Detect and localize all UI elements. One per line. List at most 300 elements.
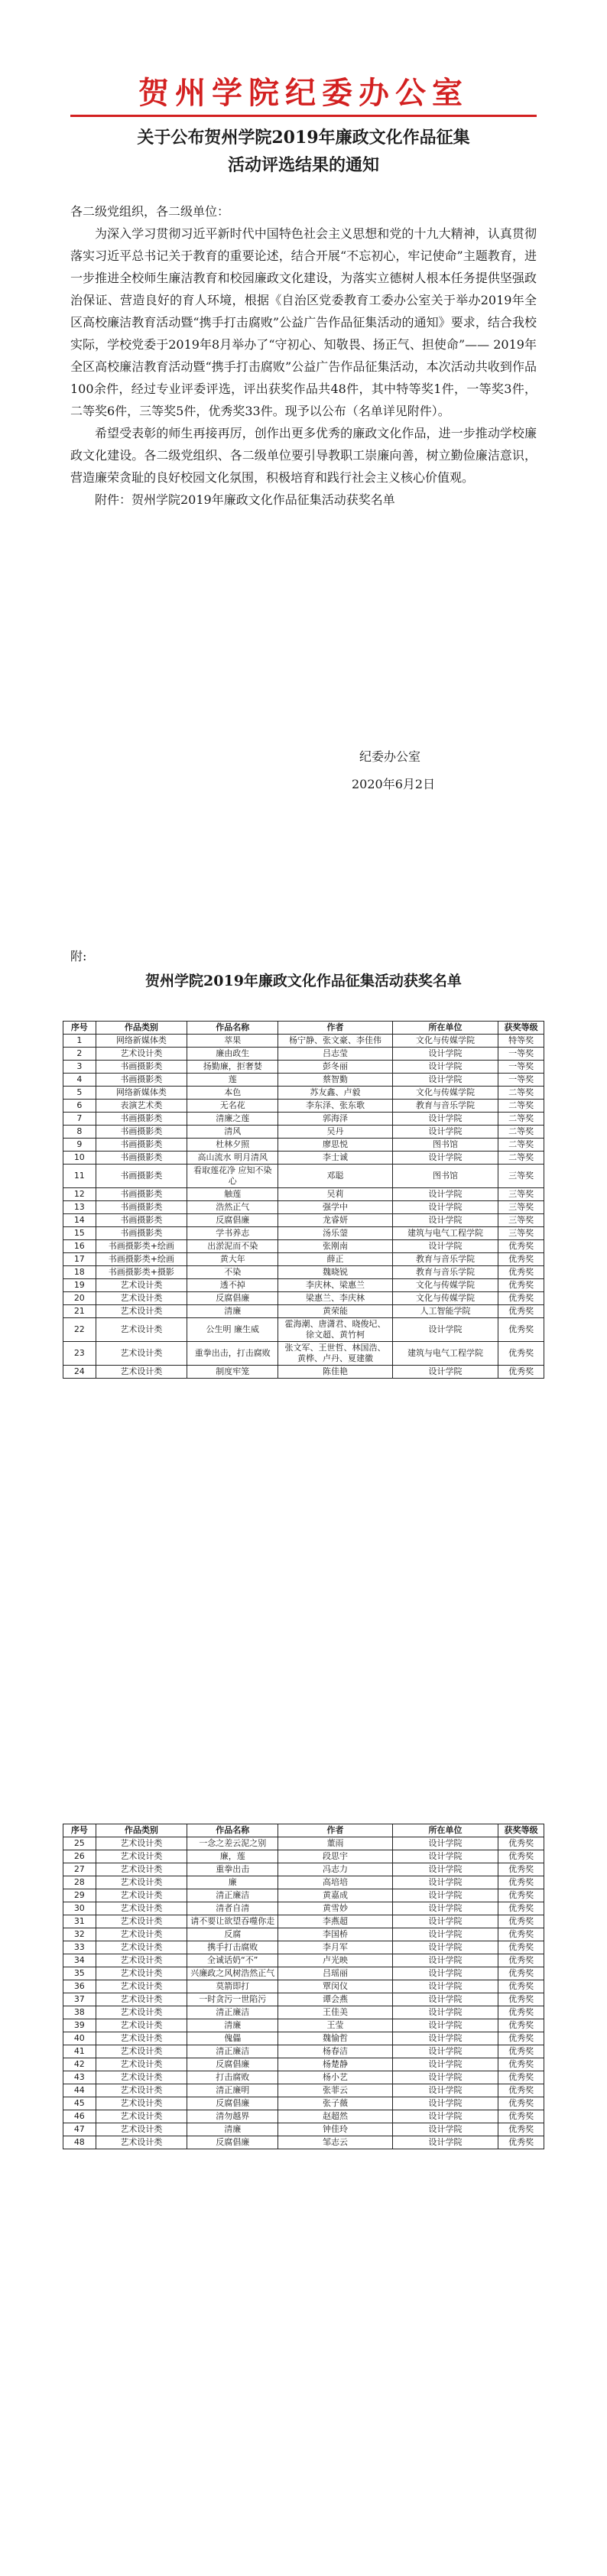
cell-author: 谭会燕 — [278, 1993, 392, 2006]
cell-category: 艺术设计类 — [96, 1850, 187, 1863]
cell-author: 李月军 — [278, 1941, 392, 1954]
table-row — [63, 1152, 544, 1165]
cell-award-level: 优秀奖 — [498, 1863, 544, 1876]
cell-award-level: 三等奖 — [498, 1188, 544, 1201]
cell-unit: 设计学院 — [392, 1967, 498, 1980]
cell-unit: 设计学院 — [392, 1152, 498, 1165]
cell-category: 书画摄影类 — [96, 1126, 187, 1139]
cell-no: 35 — [63, 1967, 96, 1980]
cell-unit: 设计学院 — [392, 1980, 498, 1993]
cell-category: 艺术设计类 — [96, 1915, 187, 1928]
cell-work-name: 清者自清 — [187, 1902, 278, 1915]
cell-category: 艺术设计类 — [96, 1967, 187, 1980]
document-title — [70, 124, 537, 179]
cell-author: 陈佳艳 — [278, 1366, 392, 1379]
org-letterhead-title: 贺州学院纪委办公室 — [138, 76, 469, 111]
cell-award-level: 优秀奖 — [498, 1253, 544, 1266]
table-row — [63, 1279, 544, 1292]
cell-no: 19 — [63, 1279, 96, 1292]
cell-no: 41 — [63, 2045, 96, 2058]
cell-category: 艺术设计类 — [96, 2110, 187, 2123]
attachment-title: 贺州学院2019年廉政文化作品征集活动获奖名单 — [145, 973, 462, 989]
cell-author: 杨小艺 — [278, 2071, 392, 2084]
cell-no: 25 — [63, 1837, 96, 1850]
cell-award-level: 一等奖 — [498, 1074, 544, 1087]
table-row — [63, 1227, 544, 1240]
cell-category: 艺术设计类 — [96, 1366, 187, 1379]
cell-no: 23 — [63, 1342, 96, 1366]
cell-author: 郭海泽 — [278, 1113, 392, 1126]
cell-no: 37 — [63, 1993, 96, 2006]
cell-no: 6 — [63, 1100, 96, 1113]
cell-category: 艺术设计类 — [96, 1954, 187, 1967]
table-row — [63, 1837, 544, 1850]
table-row — [63, 1201, 544, 1214]
cell-award-level: 二等奖 — [498, 1100, 544, 1113]
cell-award-level: 二等奖 — [498, 1152, 544, 1165]
cell-category: 书画摄影类+绘画 — [96, 1253, 187, 1266]
cell-award-level: 优秀奖 — [498, 2110, 544, 2123]
table-row — [63, 1292, 544, 1305]
table-row — [63, 1967, 544, 1980]
table-row — [63, 1318, 544, 1342]
cell-work-name: 清风 — [187, 1126, 278, 1139]
cell-category: 艺术设计类 — [96, 1048, 187, 1061]
cell-category: 艺术设计类 — [96, 1837, 187, 1850]
cell-work-name: 杜林夕照 — [187, 1139, 278, 1152]
cell-work-name: 反腐倡廉 — [187, 1292, 278, 1305]
table-header-row — [63, 1022, 544, 1035]
cell-author: 黄嘉成 — [278, 1889, 392, 1902]
cell-no: 31 — [63, 1915, 96, 1928]
cell-unit: 设计学院 — [392, 1318, 498, 1342]
document-body — [70, 200, 537, 511]
cell-award-level: 优秀奖 — [498, 1941, 544, 1954]
cell-category: 艺术设计类 — [96, 1876, 187, 1889]
cell-award-level: 优秀奖 — [498, 1980, 544, 1993]
cell-author: 杨楚静 — [278, 2058, 392, 2071]
cell-work-name: 清廉 — [187, 2019, 278, 2032]
cell-category: 艺术设计类 — [96, 2045, 187, 2058]
cell-no: 47 — [63, 2123, 96, 2136]
cell-award-level: 优秀奖 — [498, 1366, 544, 1379]
cell-award-level: 一等奖 — [498, 1048, 544, 1061]
cell-no: 27 — [63, 1863, 96, 1876]
cell-no: 14 — [63, 1214, 96, 1227]
cell-author: 王佳美 — [278, 2006, 392, 2019]
cell-unit: 设计学院 — [392, 1126, 498, 1139]
cell-work-name: 全诚话奶“不” — [187, 1954, 278, 1967]
cell-unit: 图书馆 — [392, 1139, 498, 1152]
cell-category: 艺术设计类 — [96, 2071, 187, 2084]
cell-category: 书画摄影类 — [96, 1201, 187, 1214]
signature-date: 2020年6月2日 — [352, 777, 436, 791]
cell-author: 吕瑶丽 — [278, 1967, 392, 1980]
cell-category: 艺术设计类 — [96, 2084, 187, 2097]
cell-award-level: 优秀奖 — [498, 2032, 544, 2045]
table-row — [63, 1915, 544, 1928]
cell-unit: 设计学院 — [392, 1928, 498, 1941]
cell-unit: 设计学院 — [392, 1954, 498, 1967]
cell-no: 38 — [63, 2006, 96, 2019]
cell-no: 39 — [63, 2019, 96, 2032]
cell-unit: 设计学院 — [392, 1850, 498, 1863]
cell-work-name: 清廉 — [187, 1305, 278, 1318]
cell-category: 艺术设计类 — [96, 1889, 187, 1902]
cell-no: 18 — [63, 1266, 96, 1279]
cell-award-level: 优秀奖 — [498, 1837, 544, 1850]
cell-award-level: 优秀奖 — [498, 2123, 544, 2136]
table-row — [63, 1850, 544, 1863]
cell-work-name: 透不掉 — [187, 1279, 278, 1292]
cell-work-name: 反腐 — [187, 1928, 278, 1941]
table-row — [63, 2019, 544, 2032]
cell-unit: 设计学院 — [392, 2032, 498, 2045]
cell-author: 黄荣能 — [278, 1305, 392, 1318]
cell-work-name: 扬勤廉，拒奢婪 — [187, 1061, 278, 1074]
table-row — [63, 1902, 544, 1915]
table-row — [63, 1100, 544, 1113]
header-unit: 所在单位 — [392, 1824, 498, 1837]
table-row — [63, 1266, 544, 1279]
table-row — [63, 1165, 544, 1188]
cell-author: 张子薇 — [278, 2097, 392, 2110]
table-row — [63, 1126, 544, 1139]
cell-work-name: 打击腐败 — [187, 2071, 278, 2084]
cell-author: 王莹 — [278, 2019, 392, 2032]
cell-award-level: 二等奖 — [498, 1126, 544, 1139]
cell-award-level: 优秀奖 — [498, 1342, 544, 1366]
cell-work-name: 廉，莲 — [187, 1850, 278, 1863]
cell-award-level: 优秀奖 — [498, 1928, 544, 1941]
cell-unit: 设计学院 — [392, 2045, 498, 2058]
letterhead-red-rule — [70, 115, 537, 117]
table-row — [63, 1113, 544, 1126]
cell-unit: 设计学院 — [392, 2110, 498, 2123]
cell-award-level: 三等奖 — [498, 1227, 544, 1240]
cell-author: 张文军、王世哲、林国浩、黄桦、卢丹、夏建徽 — [278, 1342, 392, 1366]
cell-work-name: 廉由政生 — [187, 1048, 278, 1061]
cell-category: 艺术设计类 — [96, 2032, 187, 2045]
cell-category: 书画摄影类 — [96, 1188, 187, 1201]
table-row — [63, 2006, 544, 2019]
cell-category: 艺术设计类 — [96, 1318, 187, 1342]
table-row — [63, 1366, 544, 1379]
cell-category: 艺术设计类 — [96, 1993, 187, 2006]
cell-category: 书画摄影类 — [96, 1227, 187, 1240]
cell-no: 45 — [63, 2097, 96, 2110]
cell-unit: 建筑与电气工程学院 — [392, 1342, 498, 1366]
cell-category: 书画摄影类 — [96, 1061, 187, 1074]
cell-unit: 设计学院 — [392, 1889, 498, 1902]
paragraph-1: 为深入学习贯彻习近平新时代中国特色社会主义思想和党的十九大精神，认真贯彻落实习近平总书记关于教育的重要论述，结合开展“不忘初心，牢记使命”主题教育，进一步推进全校师生廉洁教育和校园廉政文化建设，为落实立德树人根本任务提供坚强政治保证、营造良好的育人环境，根据《自治区党委教育工委办公室关于举办2019年全区高校廉洁教育活动暨“携手打击腐败”公益广告作品征集活动的通知》要求，结合我校实际，学校党委于2019年8月举办了“守初心、知敬畏、扬正气、担使命”—— 2019年全区高校廉洁教育活动暨“携手打击腐败”公益广告作品征集活动，本次活动共收到作品100余件，经过专业评委评选，评出获奖作品共48件，其中特等奖1件，一等奖3件，二等奖6件，三等奖5件，优秀奖33件。现予以公布（名单详见附件）。 — [70, 226, 537, 418]
cell-work-name: 出淤泥而不染 — [187, 1240, 278, 1253]
cell-unit: 设计学院 — [392, 1188, 498, 1201]
cell-no: 33 — [63, 1941, 96, 1954]
cell-work-name: 学书养志 — [187, 1227, 278, 1240]
cell-work-name: 一念之差云泥之别 — [187, 1837, 278, 1850]
cell-work-name: 反腐倡廉 — [187, 1214, 278, 1227]
cell-work-name: 本色 — [187, 1087, 278, 1100]
cell-unit: 设计学院 — [392, 1048, 498, 1061]
cell-author: 霍海潮、唐潇君、晓俊圮、徐文超、黄竹柯 — [278, 1318, 392, 1342]
cell-unit: 设计学院 — [392, 2071, 498, 2084]
header-award-level: 获奖等级 — [498, 1022, 544, 1035]
cell-author: 李士诚 — [278, 1152, 392, 1165]
cell-category: 艺术设计类 — [96, 2136, 187, 2149]
cell-no: 7 — [63, 1113, 96, 1126]
cell-unit: 设计学院 — [392, 1061, 498, 1074]
cell-author: 卢光映 — [278, 1954, 392, 1967]
cell-author: 吕志莹 — [278, 1048, 392, 1061]
cell-unit: 设计学院 — [392, 1074, 498, 1087]
cell-author: 魏晓锐 — [278, 1266, 392, 1279]
cell-category: 艺术设计类 — [96, 1305, 187, 1318]
header-no: 序号 — [63, 1824, 96, 1837]
document-title-line-1: 关于公布贺州学院2019年廉政文化作品征集 — [137, 128, 470, 148]
cell-category: 艺术设计类 — [96, 2097, 187, 2110]
header-award-level: 获奖等级 — [498, 1824, 544, 1837]
cell-category: 书画摄影类 — [96, 1139, 187, 1152]
cell-award-level: 优秀奖 — [498, 1967, 544, 1980]
cell-author: 杨宁静、张文豪、李佳伟 — [278, 1035, 392, 1048]
cell-work-name: 请不要让欲望吞噬你走 — [187, 1915, 278, 1928]
cell-category: 网络新媒体类 — [96, 1035, 187, 1048]
cell-award-level: 优秀奖 — [498, 2084, 544, 2097]
cell-no: 43 — [63, 2071, 96, 2084]
cell-unit: 人工智能学院 — [392, 1305, 498, 1318]
cell-work-name: 一时贪污一世陷污 — [187, 1993, 278, 2006]
cell-category: 艺术设计类 — [96, 1279, 187, 1292]
cell-unit: 设计学院 — [392, 2006, 498, 2019]
cell-work-name: 清正廉洁 — [187, 1889, 278, 1902]
cell-unit: 设计学院 — [392, 1201, 498, 1214]
cell-author: 梁惠兰、李庆林 — [278, 1292, 392, 1305]
cell-award-level: 优秀奖 — [498, 1902, 544, 1915]
cell-no: 10 — [63, 1152, 96, 1165]
cell-work-name: 看取莲花净 应知不染心 — [187, 1165, 278, 1188]
cell-author: 张菲云 — [278, 2084, 392, 2097]
cell-unit: 文化与传媒学院 — [392, 1292, 498, 1305]
cell-author: 邹志云 — [278, 2136, 392, 2149]
cell-unit: 文化与传媒学院 — [392, 1279, 498, 1292]
cell-unit: 设计学院 — [392, 1941, 498, 1954]
cell-no: 22 — [63, 1318, 96, 1342]
cell-category: 书画摄影类 — [96, 1214, 187, 1227]
cell-award-level: 优秀奖 — [498, 1876, 544, 1889]
cell-author: 董雨 — [278, 1837, 392, 1850]
table-row — [63, 1035, 544, 1048]
cell-work-name: 黄大年 — [187, 1253, 278, 1266]
cell-unit: 设计学院 — [392, 1837, 498, 1850]
cell-work-name: 反腐倡廉 — [187, 2097, 278, 2110]
cell-no: 16 — [63, 1240, 96, 1253]
cell-work-name: 清廉之莲 — [187, 1113, 278, 1126]
cell-no: 28 — [63, 1876, 96, 1889]
cell-no: 20 — [63, 1292, 96, 1305]
cell-award-level: 一等奖 — [498, 1061, 544, 1074]
header-work-name: 作品名称 — [187, 1022, 278, 1035]
table-row — [63, 2097, 544, 2110]
cell-author: 黄雪妙 — [278, 1902, 392, 1915]
cell-no: 9 — [63, 1139, 96, 1152]
cell-no: 3 — [63, 1061, 96, 1074]
cell-category: 书画摄影类 — [96, 1113, 187, 1126]
cell-no: 36 — [63, 1980, 96, 1993]
attachment-label: 附: — [70, 949, 87, 963]
cell-unit: 设计学院 — [392, 1113, 498, 1126]
header-category: 作品类别 — [96, 1824, 187, 1837]
table-row — [63, 1993, 544, 2006]
header-author: 作者 — [278, 1022, 392, 1035]
cell-unit: 文化与传媒学院 — [392, 1087, 498, 1100]
cell-author: 钟佳玲 — [278, 2123, 392, 2136]
table-row — [63, 1342, 544, 1366]
cell-author: 薛正 — [278, 1253, 392, 1266]
awards-table-part-2 — [63, 1824, 544, 2149]
cell-award-level: 优秀奖 — [498, 1318, 544, 1342]
cell-no: 1 — [63, 1035, 96, 1048]
table-row — [63, 1876, 544, 1889]
cell-category: 艺术设计类 — [96, 1902, 187, 1915]
cell-author: 李东泽、张东歌 — [278, 1100, 392, 1113]
cell-work-name: 携手打击腐败 — [187, 1941, 278, 1954]
cell-author: 吴莉 — [278, 1188, 392, 1201]
cell-work-name: 傀儡 — [187, 2032, 278, 2045]
document-title-line-2: 活动评选结果的通知 — [227, 155, 379, 175]
cell-unit: 设计学院 — [392, 2058, 498, 2071]
cell-award-level: 优秀奖 — [498, 1279, 544, 1292]
cell-award-level: 二等奖 — [498, 1087, 544, 1100]
table-row — [63, 1305, 544, 1318]
cell-category: 艺术设计类 — [96, 2058, 187, 2071]
cell-unit: 设计学院 — [392, 1863, 498, 1876]
cell-award-level: 优秀奖 — [498, 1266, 544, 1279]
table-row — [63, 2058, 544, 2071]
cell-no: 26 — [63, 1850, 96, 1863]
cell-author: 李庆林、梁惠兰 — [278, 1279, 392, 1292]
cell-no: 46 — [63, 2110, 96, 2123]
table-row — [63, 1061, 544, 1074]
cell-award-level: 优秀奖 — [498, 2136, 544, 2149]
cell-work-name: 萃果 — [187, 1035, 278, 1048]
cell-no: 48 — [63, 2136, 96, 2149]
cell-author: 覃闵仪 — [278, 1980, 392, 1993]
cell-author: 张刚南 — [278, 1240, 392, 1253]
table-row — [63, 2136, 544, 2149]
cell-award-level: 三等奖 — [498, 1165, 544, 1188]
header-category: 作品类别 — [96, 1022, 187, 1035]
cell-author: 彭冬丽 — [278, 1061, 392, 1074]
cell-work-name: 制度牢笼 — [187, 1366, 278, 1379]
header-no: 序号 — [63, 1022, 96, 1035]
cell-award-level: 优秀奖 — [498, 1889, 544, 1902]
cell-no: 34 — [63, 1954, 96, 1967]
cell-author: 蔡智勤 — [278, 1074, 392, 1087]
cell-author: 李燕超 — [278, 1915, 392, 1928]
table-row — [63, 1139, 544, 1152]
cell-no: 42 — [63, 2058, 96, 2071]
table-row — [63, 1941, 544, 1954]
cell-no: 32 — [63, 1928, 96, 1941]
table-row — [63, 1253, 544, 1266]
cell-category: 书画摄影类+摄影 — [96, 1266, 187, 1279]
cell-work-name: 清廉 — [187, 2123, 278, 2136]
cell-unit: 教育与音乐学院 — [392, 1266, 498, 1279]
table-row — [63, 1188, 544, 1201]
cell-work-name: 触莲 — [187, 1188, 278, 1201]
table-row — [63, 1954, 544, 1967]
cell-work-name: 清正廉洁 — [187, 2006, 278, 2019]
cell-no: 29 — [63, 1889, 96, 1902]
cell-no: 11 — [63, 1165, 96, 1188]
cell-no: 40 — [63, 2032, 96, 2045]
cell-no: 12 — [63, 1188, 96, 1201]
cell-category: 艺术设计类 — [96, 1941, 187, 1954]
cell-unit: 设计学院 — [392, 1240, 498, 1253]
cell-category: 表演艺术类 — [96, 1100, 187, 1113]
table-row — [63, 1214, 544, 1227]
cell-work-name: 浩然正气 — [187, 1201, 278, 1214]
cell-unit: 设计学院 — [392, 2123, 498, 2136]
cell-award-level: 优秀奖 — [498, 1240, 544, 1253]
cell-unit: 建筑与电气工程学院 — [392, 1227, 498, 1240]
cell-author: 段思宇 — [278, 1850, 392, 1863]
cell-award-level: 优秀奖 — [498, 1915, 544, 1928]
cell-category: 书画摄影类 — [96, 1074, 187, 1087]
cell-category: 艺术设计类 — [96, 1292, 187, 1305]
cell-award-level: 优秀奖 — [498, 2058, 544, 2071]
cell-award-level: 优秀奖 — [498, 1993, 544, 2006]
table-row — [63, 2084, 544, 2097]
cell-work-name: 清勿越界 — [187, 2110, 278, 2123]
cell-author: 邓聪 — [278, 1165, 392, 1188]
cell-unit: 设计学院 — [392, 1902, 498, 1915]
cell-author: 杨春洁 — [278, 2045, 392, 2058]
cell-author: 吴丹 — [278, 1126, 392, 1139]
table-row — [63, 1928, 544, 1941]
cell-work-name: 重拳出击，打击腐败 — [187, 1342, 278, 1366]
table-row — [63, 1980, 544, 1993]
cell-category: 艺术设计类 — [96, 2006, 187, 2019]
cell-unit: 教育与音乐学院 — [392, 1253, 498, 1266]
cell-category: 艺术设计类 — [96, 1342, 187, 1366]
awards-table-part-1 — [63, 1021, 544, 1379]
cell-unit: 设计学院 — [392, 2097, 498, 2110]
header-unit: 所在单位 — [392, 1022, 498, 1035]
cell-award-level: 优秀奖 — [498, 2006, 544, 2019]
cell-award-level: 优秀奖 — [498, 1850, 544, 1863]
table-row — [63, 1240, 544, 1253]
table-row — [63, 1087, 544, 1100]
cell-no: 5 — [63, 1087, 96, 1100]
cell-unit: 设计学院 — [392, 2019, 498, 2032]
cell-no: 17 — [63, 1253, 96, 1266]
cell-author: 赵超然 — [278, 2110, 392, 2123]
cell-award-level: 优秀奖 — [498, 2071, 544, 2084]
table-row — [63, 1048, 544, 1061]
cell-work-name: 莲 — [187, 1074, 278, 1087]
cell-award-level: 三等奖 — [498, 1214, 544, 1227]
cell-unit: 设计学院 — [392, 1366, 498, 1379]
cell-work-name: 无名花 — [187, 1100, 278, 1113]
cell-unit: 文化与传媒学院 — [392, 1035, 498, 1048]
cell-no: 13 — [63, 1201, 96, 1214]
cell-award-level: 优秀奖 — [498, 2045, 544, 2058]
cell-unit: 教育与音乐学院 — [392, 1100, 498, 1113]
cell-work-name: 不染 — [187, 1266, 278, 1279]
cell-category: 书画摄影类 — [96, 1165, 187, 1188]
